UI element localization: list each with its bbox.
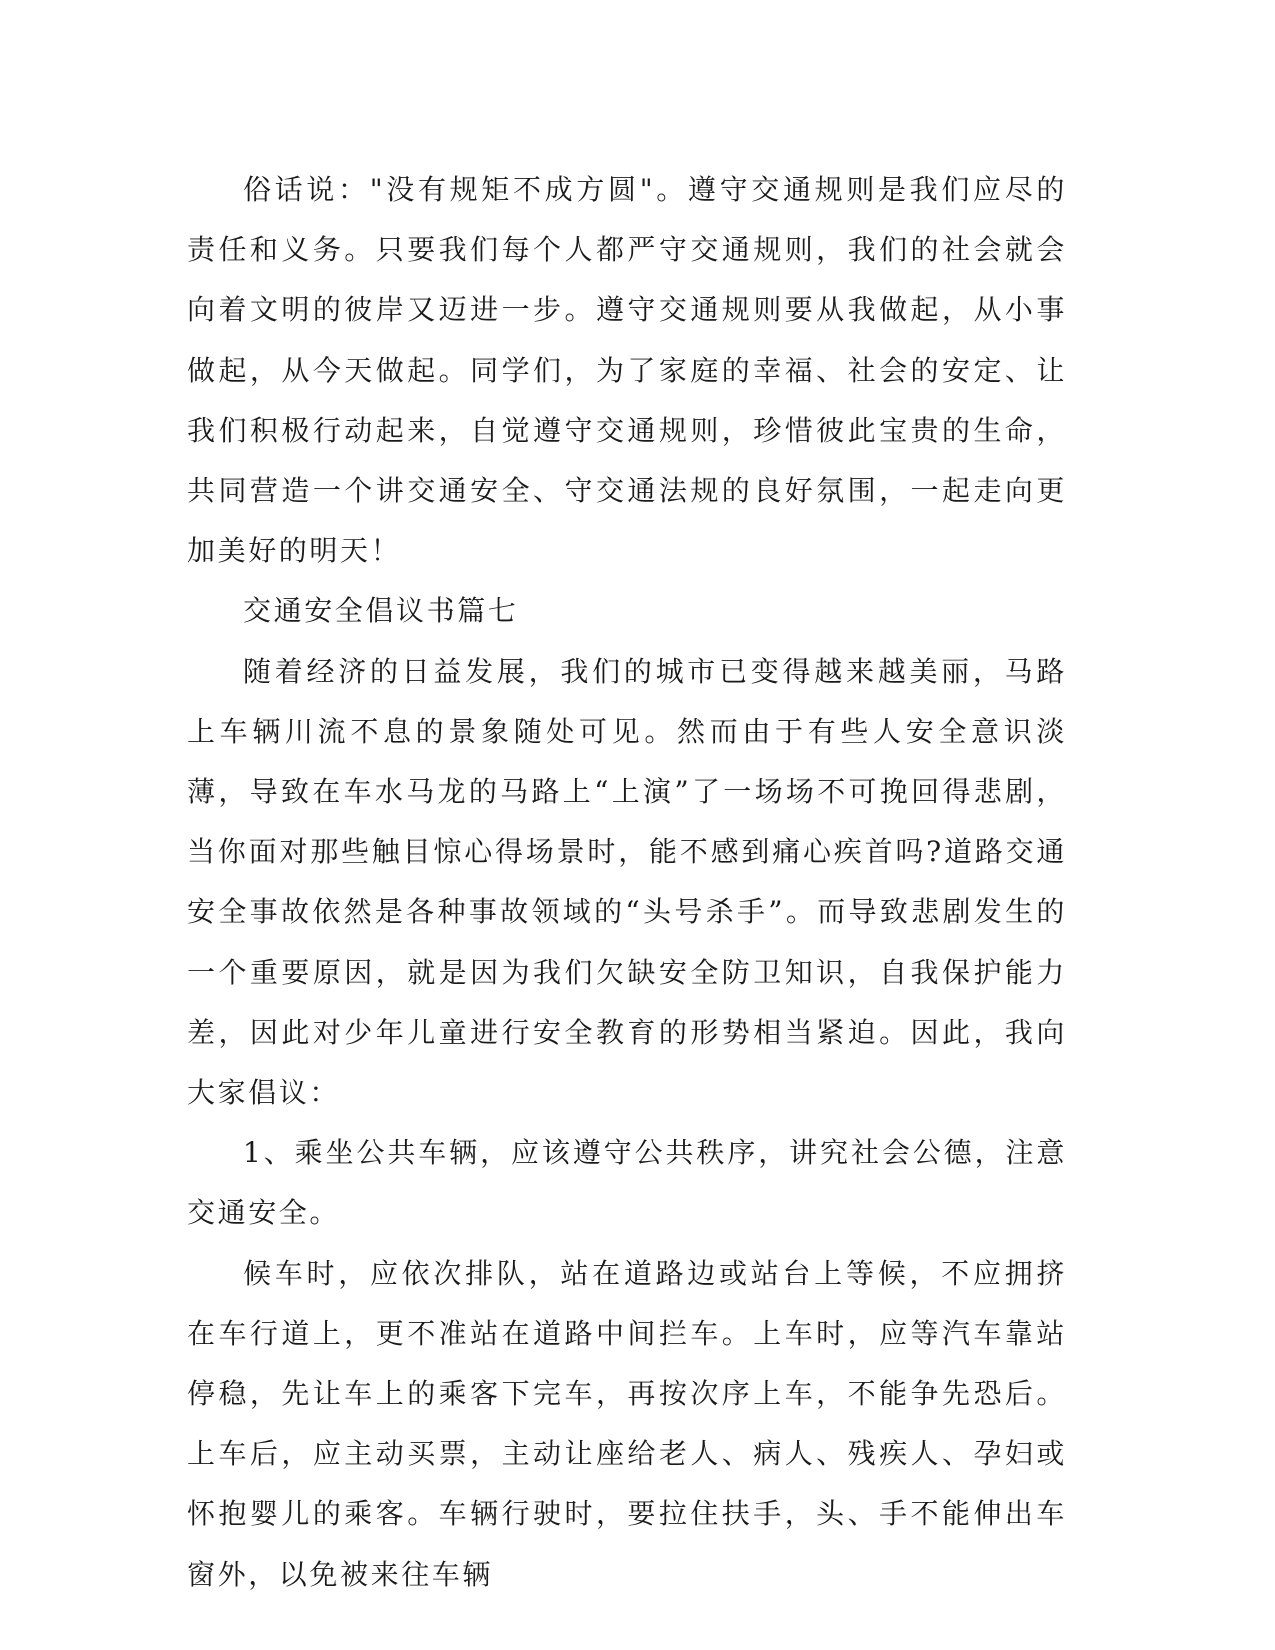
- section-heading: 交通安全倡议书篇七: [243, 594, 519, 628]
- paragraph-introduction: 随着经济的日益发展，我们的城市已变得越来越美丽，马路上车辆川流不息的景象随处可见。然而由于有些人安全意识淡薄，导致在车水马龙的马路上“上演”了一场场不可挽回得悲剧，当你面对那些触目惊心得场景时，能不感到痛心疾首吗?道路交通安全事故依然是各种事故领域的“头号杀手”。而导致悲剧发生的一个重要原因，就是因为我们欠缺安全防卫知识，自我保护能力差，因此对少年儿童进行安全教育的形势相当紧迫。因此，我向大家倡议：: [187, 654, 1067, 1110]
- paragraph-item-1: 1、乘坐公共车辆，应该遵守公共秩序，讲究社会公德，注意交通安全。: [187, 1136, 1067, 1230]
- document-body: [187, 160, 1067, 1605]
- paragraph-boarding-rules: 候车时，应依次排队，站在道路边或站台上等候，不应拥挤在车行道上，更不准站在道路中间拦车。上车时，应等汽车靠站停稳，先让车上的乘客下完车，再按次序上车，不能争先恐后。上车后，应主动买票，主动让座给老人、病人、残疾人、孕妇或怀抱婴儿的乘客。车辆行驶时，要拉住扶手，头、手不能伸出车窗外，以免被来往车辆: [187, 1256, 1067, 1591]
- paragraph-traffic-rules-conclusion: 俗话说："没有规矩不成方圆"。遵守交通规则是我们应尽的责任和义务。只要我们每个人都严守交通规则，我们的社会就会向着文明的彼岸又迈进一步。遵守交通规则要从我做起，从小事做起，从今天做起。同学们，为了家庭的幸福、社会的安定、让我们积极行动起来，自觉遵守交通规则，珍惜彼此宝贵的生命，共同营造一个讲交通安全、守交通法规的良好氛围，一起走向更加美好的明天！: [187, 173, 1067, 568]
